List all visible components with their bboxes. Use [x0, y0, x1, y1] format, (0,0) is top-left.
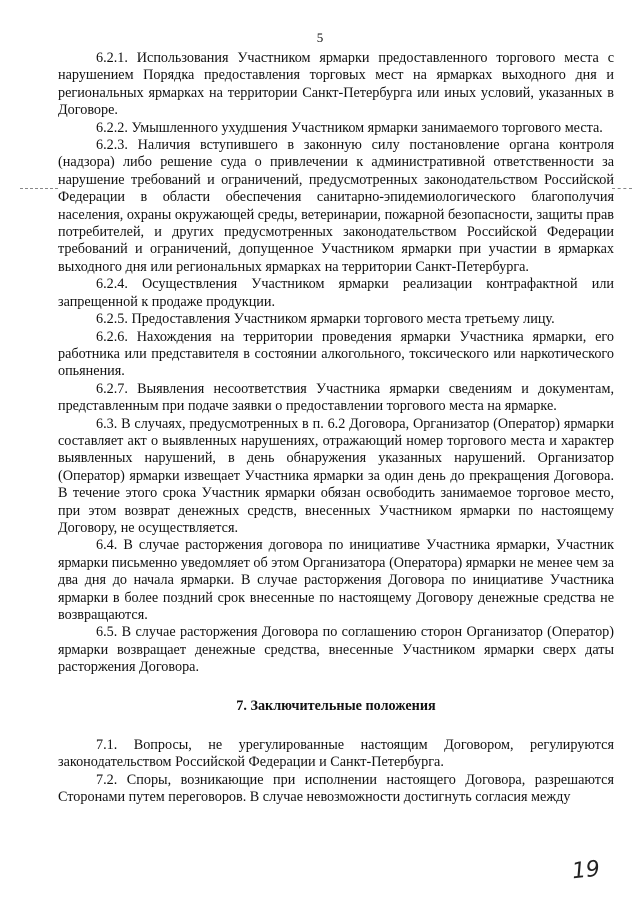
margin-scan-mark-right: [612, 188, 632, 189]
paragraph-6-2-6: 6.2.6. Нахождения на территории проведения ярмарки Участника ярмарки, его работника или представителя в состоянии алкогольного, токсического или наркотического опьянения.: [58, 328, 614, 380]
paragraph-6-2-7: 6.2.7. Выявления несоответствия Участника ярмарки сведениям и документам, представленным при подаче заявки о предоставлении торгового места на ярмарке.: [58, 380, 614, 415]
paragraph-6-2-4: 6.2.4. Осуществления Участником ярмарки реализации контрафактной или запрещенной к продаже продукции.: [58, 276, 614, 310]
paragraph-6-2-3: 6.2.3. Наличия вступившего в законную силу постановление органа контроля (надзора) либо решение суда о привлечении к административной ответственности за нарушение требований и ограничений, предусмотренных законодательством Российской Федерации в области обеспечения санитарно-эпидемиологического благополучия населения, охраны окружающей среды, ветеринарии, пожарной безопасности, защиты прав потребителей, и других предусмотренных законодательством Российской Федерации требований и ограничений, допущенное Участником ярмарки при участии в ярмарках выходного дня или региональных ярмарках на территории Санкт-Петербурга.: [58, 137, 614, 275]
paragraph-6-2-1: 6.2.1. Использования Участником ярмарки предоставленного торгового места с нарушением Порядка предоставления торговых мест на ярмарках выходного дня и региональных ярмарках на территории Санкт-Петербурга или иных условий, указанных в Договоре.: [58, 50, 614, 119]
paragraph-7-1: 7.1. Вопросы, не урегулированные настоящим Договором, регулируются законодательством Российской Федерации и Санкт-Петербурга.: [58, 737, 614, 771]
paragraph-6-2-5: 6.2.5. Предоставления Участником ярмарки торгового места третьему лицу.: [96, 311, 555, 328]
margin-scan-mark-left: [20, 188, 58, 189]
paragraph-6-3: 6.3. В случаях, предусмотренных в п. 6.2 Договора, Организатор (Оператор) ярмарки составляет акт о выявленных нарушениях, отражающий номер торгового места и характер выявленных нарушений, в день обнаружения указанных нарушений. Организатор (Оператор) ярмарки извещает Участника ярмарки за один день до прекращения Договора. В течение этого срока Участник ярмарки обязан освободить занимаемое торговое место, при этом возврат денежных средств, внесенных Участником ярмарки по настоящему Договору, не осуществляется.: [58, 415, 614, 536]
paragraph-6-4: 6.4. В случае расторжения договора по инициативе Участника ярмарки, Участник ярмарки письменно уведомляет об этом Организатора (Оператора) ярмарки не менее чем за два дня до начала ярмарки. В случае расторжения Договора по инициативе Участника ярмарки в более поздний срок внесенные по настоящему Договору денежные средства не возвращаются.: [58, 537, 614, 623]
page-number: 5: [316, 30, 324, 45]
handwritten-sheet-number: 19: [570, 856, 602, 885]
document-body: [58, 50, 614, 807]
section-heading: 7. Заключительные положения: [236, 697, 436, 714]
paragraph-6-2-2: 6.2.2. Умышленного ухудшения Участником ярмарки занимаемого торгового места.: [96, 119, 603, 136]
paragraph-7-2: 7.2. Споры, возникающие при исполнении настоящего Договора, разрешаются Сторонами путем переговоров. В случае невозможности достигнуть согласия между: [58, 771, 614, 806]
paragraph-6-5: 6.5. В случае расторжения Договора по соглашению сторон Организатор (Оператор) ярмарки возвращает денежные средства, внесенные Участником ярмарки сверх даты расторжения Договора.: [58, 624, 614, 676]
